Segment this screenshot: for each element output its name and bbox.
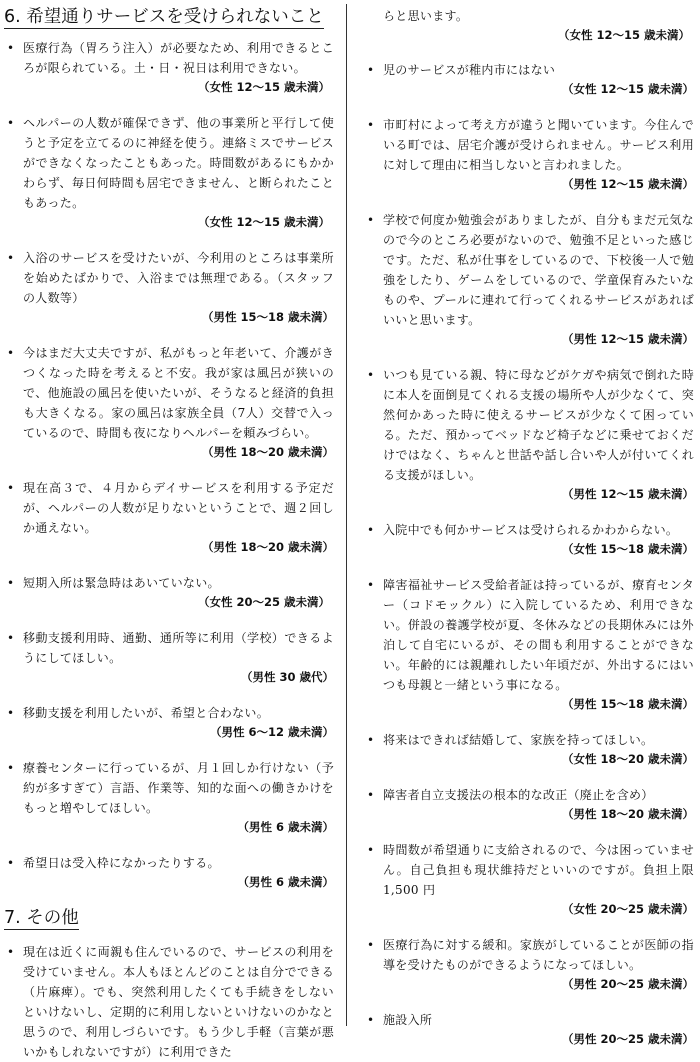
list-item — [4, 758, 334, 837]
item-text: • 医療行為に対する緩和。家族がしていることが医師の指導を受けたものができるようになってほしい。 — [383, 938, 694, 972]
attribution-label: （女性 12～15 歳未満） — [557, 28, 690, 42]
item-attribution — [383, 975, 694, 994]
attribution-label: （男性 6～12 歳未満） — [209, 725, 334, 739]
item-attribution — [23, 78, 334, 97]
list-item — [364, 365, 694, 504]
item-text: • 障害福祉サービス受給者証は持っているが、療育センター（コドモックル）に入院しているため、利用できない。併設の養護学校が夏、冬休みなどの長期休みには外泊して自宅にいるが、その間も利用することができない。年齢的には親離れしたい年頃だが、外出するにはいつも母親と一緒という事になる。 — [383, 578, 694, 692]
list-item — [4, 628, 334, 687]
item-attribution — [383, 80, 694, 99]
list-item — [4, 853, 334, 892]
attribution-label: （男性 12～15 歳未満） — [561, 487, 694, 501]
item-attribution — [383, 175, 694, 194]
attribution-label: （女性 12～15 歳未満） — [561, 82, 694, 96]
item-attribution — [383, 330, 694, 349]
list-item — [4, 343, 334, 462]
item-attribution — [383, 26, 694, 45]
item-text: • 現在高３で、４月からデイサービスを利用する予定だが、ヘルパーの人数が足りないということで、週２回しか通えない。 — [23, 481, 334, 535]
item-attribution — [383, 750, 694, 769]
item-text: • 児のサービスが稚内市にはない — [383, 63, 556, 77]
item-text: • 療養センターに行っているが、月１回しか行けない（予約が多すぎて）言語、作業等、知的な面への働きかけをもっと増やしてほしい。 — [23, 761, 334, 815]
attribution-label: （女性 20～25 歳未満） — [197, 595, 330, 609]
attribution-label: （男性 20～25 歳未満） — [561, 977, 694, 991]
list-item — [364, 210, 694, 349]
list-item — [4, 942, 334, 1062]
item-attribution — [23, 818, 334, 837]
item-text: • 医療行為（胃ろう注入）が必要なため、利用できるところが限られている。土・日・祝日は利用できない。 — [23, 41, 334, 75]
list-item — [4, 38, 334, 97]
item-attribution — [383, 1030, 694, 1049]
attribution-label: （男性 15～18 歳未満） — [561, 697, 694, 711]
section-7-heading: 7. その他 — [4, 908, 79, 928]
item-text: • 希望日は受入枠になかったりする。 — [23, 856, 220, 870]
list-item — [4, 248, 334, 327]
item-attribution — [23, 873, 334, 892]
item-attribution — [23, 443, 334, 462]
section-7-list — [4, 942, 334, 1062]
item-attribution — [23, 668, 334, 687]
section-6-list — [4, 38, 334, 892]
item-attribution — [23, 723, 334, 742]
item-text: • 時間数が希望通りに支給されるので、今は困っていません。自己負担も現状維持だといいのですが。負担上限 1,500 円 — [383, 843, 694, 897]
list-item — [4, 113, 334, 232]
attribution-label: （男性 18～20 歳未満） — [201, 445, 334, 459]
item-attribution — [383, 540, 694, 559]
item-text: • 移動支援利用時、通勤、通所等に利用（学校）できるようにしてほしい。 — [23, 631, 334, 665]
item-text: • 今はまだ大丈夫ですが、私がもっと年老いて、介護がきつくなった時を考えると不安。我が家は風呂が狭いので、他施設の風呂を使いたいが、そうなると経済的負担も大きくなる。家の風呂は家族全員（7人）交替で入っているので、時間も夜になりヘルパーを頼みづらい。 — [23, 346, 334, 440]
item-text: • 現在は近くに両親も住んでいるので、サービスの利用を受けていません。本人もほとんどのことは自分でできる（片麻痺）。でも、突然利用したくても手続きをしないといけないし、定期的に利用しないといけないのかなと思うので、利用しづらいです。もう少し手軽（言葉が悪いかもしれないですが）に利用できた — [23, 945, 334, 1059]
attribution-label: （男性 15～18 歳未満） — [201, 310, 334, 324]
item-attribution — [383, 805, 694, 824]
list-item — [4, 573, 334, 612]
section-7-list-continued — [364, 60, 694, 1049]
right-column — [364, 0, 694, 1049]
list-item — [364, 575, 694, 714]
item-text: • 入院中でも何かサービスは受けられるかわからない。 — [383, 523, 679, 537]
item-text: • 短期入所は緊急時はあいていない。 — [23, 576, 220, 590]
attribution-label: （女性 12～15 歳未満） — [197, 80, 330, 94]
attribution-label: （女性 12～15 歳未満） — [197, 215, 330, 229]
list-item — [364, 935, 694, 994]
list-item — [364, 730, 694, 769]
attribution-label: （女性 15～18 歳未満） — [561, 542, 694, 556]
list-item — [364, 785, 694, 824]
column-divider — [346, 4, 347, 1026]
attribution-label: （男性 20～25 歳未満） — [561, 1032, 694, 1046]
item-text: • 施設入所 — [383, 1013, 433, 1027]
list-item — [364, 60, 694, 99]
item-text: • 市町村によって考え方が違うと聞いています。今住んでいる町では、居宅介護が受けられません。サービス利用に対して理由に相当しないと言われました。 — [383, 118, 694, 172]
section-6-heading: 6. 希望通りサービスを受けられないこと — [4, 7, 324, 27]
list-item — [364, 520, 694, 559]
item-text: • いつも見ている親、特に母などがケガや病気で倒れた時に本人を面倒見てくれる支援の場所や人が少なくて、突然何かあった時に使えるサービスが少なくて困っている。ただ、預かってベッドなど椅子などに乗せておくだけではなく、ちゃんと世話や話し合いや人が付いてくれる支援がほしい。 — [383, 368, 694, 482]
attribution-label: （男性 30 歳代） — [240, 670, 334, 684]
attribution-label: （男性 18～20 歳未満） — [201, 540, 334, 554]
attribution-label: （女性 20～25 歳未満） — [561, 902, 694, 916]
attribution-label: （男性 6 歳未満） — [237, 875, 334, 889]
item-attribution — [383, 695, 694, 714]
item-text: • 障害者自立支援法の根本的な改正（廃止を含め） — [383, 788, 654, 802]
item-text: らと思います。 — [383, 9, 469, 23]
attribution-label: （女性 18～20 歳未満） — [561, 752, 694, 766]
item-attribution — [23, 213, 334, 232]
attribution-label: （男性 12～15 歳未満） — [561, 177, 694, 191]
item-text: • 入浴のサービスを受けたいが、今利用のところは事業所を始めたばかりで、入浴までは無理である。（スタッフの人数等） — [23, 251, 334, 305]
list-item — [364, 115, 694, 194]
left-column — [4, 0, 334, 1062]
item-attribution — [383, 485, 694, 504]
list-item — [4, 703, 334, 742]
attribution-label: （男性 6 歳未満） — [237, 820, 334, 834]
continued-item — [364, 6, 694, 45]
item-text: • 将来はできれば結婚して、家族を持ってほしい。 — [383, 733, 654, 747]
item-attribution — [23, 538, 334, 557]
attribution-label: （男性 12～15 歳未満） — [561, 332, 694, 346]
attribution-label: （男性 18～20 歳未満） — [561, 807, 694, 821]
item-text: • ヘルパーの人数が確保できず、他の事業所と平行して使うと予定を立てるのに神経を使う。連絡ミスでサービスができなくなったこともあった。時間数があるにもかかわらず、毎日何時間も居宅できません、と断られたこともあった。 — [23, 116, 334, 210]
item-text: • 移動支援を利用したいが、希望と合わない。 — [23, 706, 270, 720]
list-item — [364, 1010, 694, 1049]
item-text: • 学校で何度か勉強会がありましたが、自分もまだ元気なので今のところ必要がないので、勉強不足といった感じです。ただ、私が仕事をしているので、下校後一人で勉強をしたり、ゲームをしているので、学童保育みたいなものや、プールに連れて行ってくれるサービスがあればいいと思います。 — [383, 213, 694, 327]
list-item — [364, 840, 694, 919]
item-attribution — [23, 308, 334, 327]
item-attribution — [383, 900, 694, 919]
item-attribution — [23, 593, 334, 612]
list-item — [4, 478, 334, 557]
